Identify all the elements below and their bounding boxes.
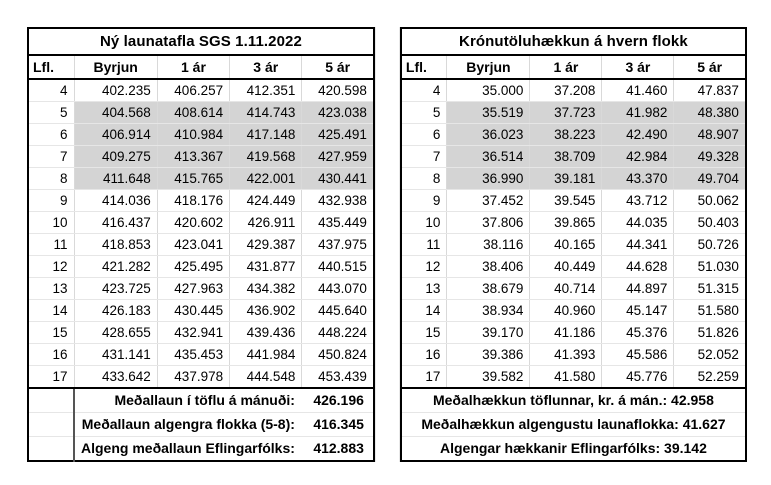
row-1ar: 415.765	[157, 168, 229, 190]
table-row	[401, 278, 746, 300]
row-5ar: 51.826	[674, 322, 746, 344]
row-lfl: 6	[401, 124, 447, 146]
row-3ar: 45.376	[602, 322, 674, 344]
spreadsheet-gap-column	[375, 27, 400, 462]
row-lfl: 17	[28, 366, 74, 389]
right-col-header-5ar: 5 ár	[674, 55, 746, 79]
row-1ar: 40.960	[530, 300, 602, 322]
table-row	[28, 102, 374, 124]
right-col-header-lfl: Lfl.	[401, 55, 447, 79]
table-row	[401, 366, 746, 389]
left-summary-label: Meðallaun í töflu á mánuði:	[74, 388, 302, 413]
row-5ar: 51.315	[674, 278, 746, 300]
row-byrjun: 39.582	[447, 366, 530, 389]
left-table-title: Ný launatafla SGS 1.11.2022	[28, 28, 374, 55]
row-5ar: 440.515	[302, 256, 374, 278]
row-1ar: 41.393	[530, 344, 602, 366]
row-3ar: 426.911	[230, 212, 302, 234]
row-5ar: 425.491	[302, 124, 374, 146]
table-row	[401, 300, 746, 322]
table-row	[28, 366, 374, 389]
right-summary-text: Meðalhækkun töflunnar, kr. á mán.: 42.958	[401, 388, 746, 413]
row-byrjun: 35.519	[447, 102, 530, 124]
table-row	[401, 124, 746, 146]
row-lfl: 13	[28, 278, 74, 300]
row-byrjun: 411.648	[74, 168, 157, 190]
row-byrjun: 402.235	[74, 79, 157, 102]
row-byrjun: 421.282	[74, 256, 157, 278]
row-5ar: 450.824	[302, 344, 374, 366]
right-summary-text: Algengar hækkanir Eflingarfólks: 39.142	[401, 437, 746, 462]
row-lfl: 5	[28, 102, 74, 124]
row-3ar: 441.984	[230, 344, 302, 366]
right-col-header-3ar: 3 ár	[602, 55, 674, 79]
row-byrjun: 38.679	[447, 278, 530, 300]
row-lfl: 13	[401, 278, 447, 300]
row-5ar: 48.380	[674, 102, 746, 124]
row-byrjun: 36.023	[447, 124, 530, 146]
row-lfl: 9	[28, 190, 74, 212]
row-3ar: 429.387	[230, 234, 302, 256]
row-1ar: 427.963	[157, 278, 229, 300]
row-5ar: 51.580	[674, 300, 746, 322]
right-col-header-1ar: 1 ár	[530, 55, 602, 79]
row-byrjun: 423.725	[74, 278, 157, 300]
row-byrjun: 409.275	[74, 146, 157, 168]
row-1ar: 41.580	[530, 366, 602, 389]
tables-container	[27, 27, 747, 462]
row-byrjun: 418.853	[74, 234, 157, 256]
row-5ar: 48.907	[674, 124, 746, 146]
row-3ar: 444.548	[230, 366, 302, 389]
left-summary-spacer	[28, 437, 74, 462]
row-5ar: 51.030	[674, 256, 746, 278]
table-row	[401, 190, 746, 212]
row-5ar: 427.959	[302, 146, 374, 168]
table-row	[401, 102, 746, 124]
row-3ar: 41.460	[602, 79, 674, 102]
row-byrjun: 37.452	[447, 190, 530, 212]
left-summary-value: 416.345	[302, 413, 374, 437]
row-lfl: 15	[401, 322, 447, 344]
row-1ar: 413.367	[157, 146, 229, 168]
table-row	[401, 234, 746, 256]
row-3ar: 43.712	[602, 190, 674, 212]
right-table-title: Krónutöluhækkun á hvern flokk	[401, 28, 746, 55]
row-1ar: 39.865	[530, 212, 602, 234]
row-1ar: 408.614	[157, 102, 229, 124]
row-3ar: 436.902	[230, 300, 302, 322]
row-5ar: 49.328	[674, 146, 746, 168]
row-5ar: 448.224	[302, 322, 374, 344]
row-1ar: 406.257	[157, 79, 229, 102]
salary-table-right	[400, 27, 747, 462]
row-lfl: 14	[401, 300, 447, 322]
row-3ar: 424.449	[230, 190, 302, 212]
table-row	[28, 344, 374, 366]
row-3ar: 431.877	[230, 256, 302, 278]
row-lfl: 8	[28, 168, 74, 190]
row-3ar: 45.586	[602, 344, 674, 366]
row-byrjun: 36.514	[447, 146, 530, 168]
row-1ar: 39.181	[530, 168, 602, 190]
row-lfl: 7	[401, 146, 447, 168]
table-row	[401, 256, 746, 278]
row-lfl: 11	[28, 234, 74, 256]
row-byrjun: 431.141	[74, 344, 157, 366]
row-5ar: 52.259	[674, 366, 746, 389]
row-lfl: 8	[401, 168, 447, 190]
row-3ar: 41.982	[602, 102, 674, 124]
left-summary-label: Algeng meðallaun Eflingarfólks:	[74, 437, 302, 462]
left-summary-spacer	[28, 388, 74, 413]
table-row	[28, 212, 374, 234]
table-row	[28, 300, 374, 322]
left-summary-row	[28, 388, 374, 413]
right-summary-text: Meðalhækkun algengustu launaflokka: 41.627	[401, 413, 746, 437]
row-5ar: 50.403	[674, 212, 746, 234]
left-col-header-byrjun: Byrjun	[74, 55, 157, 79]
row-1ar: 420.602	[157, 212, 229, 234]
row-byrjun: 35.000	[447, 79, 530, 102]
row-lfl: 5	[401, 102, 447, 124]
row-1ar: 41.186	[530, 322, 602, 344]
right-table-title-row	[401, 28, 746, 55]
row-lfl: 11	[401, 234, 447, 256]
table-row	[28, 124, 374, 146]
table-row	[28, 322, 374, 344]
left-summary-spacer	[28, 413, 74, 437]
row-3ar: 414.743	[230, 102, 302, 124]
table-row	[28, 256, 374, 278]
row-5ar: 432.938	[302, 190, 374, 212]
row-5ar: 420.598	[302, 79, 374, 102]
row-5ar: 453.439	[302, 366, 374, 389]
row-lfl: 7	[28, 146, 74, 168]
right-summary-row	[401, 437, 746, 462]
row-1ar: 39.545	[530, 190, 602, 212]
row-byrjun: 38.934	[447, 300, 530, 322]
row-byrjun: 426.183	[74, 300, 157, 322]
row-1ar: 38.709	[530, 146, 602, 168]
row-1ar: 37.723	[530, 102, 602, 124]
left-summary-value: 426.196	[302, 388, 374, 413]
row-1ar: 435.453	[157, 344, 229, 366]
row-3ar: 434.382	[230, 278, 302, 300]
table-row	[28, 146, 374, 168]
row-1ar: 423.041	[157, 234, 229, 256]
left-summary-value: 412.883	[302, 437, 374, 462]
row-3ar: 42.490	[602, 124, 674, 146]
right-table-header-row	[401, 55, 746, 79]
row-5ar: 445.640	[302, 300, 374, 322]
row-3ar: 439.436	[230, 322, 302, 344]
row-3ar: 45.147	[602, 300, 674, 322]
left-col-header-lfl: Lfl.	[28, 55, 74, 79]
row-lfl: 12	[401, 256, 447, 278]
row-byrjun: 404.568	[74, 102, 157, 124]
row-1ar: 40.714	[530, 278, 602, 300]
row-1ar: 37.208	[530, 79, 602, 102]
table-row	[28, 234, 374, 256]
row-1ar: 430.445	[157, 300, 229, 322]
row-1ar: 40.165	[530, 234, 602, 256]
row-3ar: 43.370	[602, 168, 674, 190]
table-row	[28, 79, 374, 102]
row-5ar: 49.704	[674, 168, 746, 190]
row-lfl: 10	[401, 212, 447, 234]
row-1ar: 418.176	[157, 190, 229, 212]
left-col-header-3ar: 3 ár	[230, 55, 302, 79]
table-row	[28, 278, 374, 300]
table-row	[401, 344, 746, 366]
table-row	[401, 212, 746, 234]
row-lfl: 16	[401, 344, 447, 366]
row-5ar: 52.052	[674, 344, 746, 366]
left-summary-row	[28, 437, 374, 462]
row-byrjun: 37.806	[447, 212, 530, 234]
left-col-header-5ar: 5 ár	[302, 55, 374, 79]
salary-table-left	[27, 27, 375, 462]
row-5ar: 437.975	[302, 234, 374, 256]
row-lfl: 16	[28, 344, 74, 366]
row-lfl: 6	[28, 124, 74, 146]
left-table-body	[28, 28, 374, 461]
table-row	[401, 322, 746, 344]
table-row	[401, 146, 746, 168]
row-5ar: 50.726	[674, 234, 746, 256]
right-summary-row	[401, 413, 746, 437]
left-summary-label: Meðallaun algengra flokka (5-8):	[74, 413, 302, 437]
row-3ar: 417.148	[230, 124, 302, 146]
row-byrjun: 38.406	[447, 256, 530, 278]
row-5ar: 430.441	[302, 168, 374, 190]
row-lfl: 4	[401, 79, 447, 102]
row-byrjun: 406.914	[74, 124, 157, 146]
row-lfl: 10	[28, 212, 74, 234]
right-col-header-byrjun: Byrjun	[447, 55, 530, 79]
row-5ar: 50.062	[674, 190, 746, 212]
row-lfl: 14	[28, 300, 74, 322]
row-3ar: 42.984	[602, 146, 674, 168]
table-row	[401, 79, 746, 102]
row-lfl: 15	[28, 322, 74, 344]
row-lfl: 12	[28, 256, 74, 278]
left-table-title-row	[28, 28, 374, 55]
row-lfl: 4	[28, 79, 74, 102]
row-1ar: 410.984	[157, 124, 229, 146]
row-5ar: 435.449	[302, 212, 374, 234]
row-byrjun: 416.437	[74, 212, 157, 234]
row-byrjun: 39.170	[447, 322, 530, 344]
left-summary-row	[28, 413, 374, 437]
right-table-body	[401, 28, 746, 461]
row-1ar: 437.978	[157, 366, 229, 389]
row-lfl: 17	[401, 366, 447, 389]
row-1ar: 40.449	[530, 256, 602, 278]
row-3ar: 45.776	[602, 366, 674, 389]
row-byrjun: 433.642	[74, 366, 157, 389]
row-byrjun: 38.116	[447, 234, 530, 256]
row-lfl: 9	[401, 190, 447, 212]
row-byrjun: 39.386	[447, 344, 530, 366]
row-1ar: 425.495	[157, 256, 229, 278]
row-byrjun: 414.036	[74, 190, 157, 212]
left-table-header-row	[28, 55, 374, 79]
row-3ar: 44.628	[602, 256, 674, 278]
table-row	[28, 168, 374, 190]
left-col-header-1ar: 1 ár	[157, 55, 229, 79]
row-3ar: 44.341	[602, 234, 674, 256]
row-3ar: 44.035	[602, 212, 674, 234]
right-summary-row	[401, 388, 746, 413]
row-5ar: 423.038	[302, 102, 374, 124]
row-1ar: 432.941	[157, 322, 229, 344]
row-3ar: 44.897	[602, 278, 674, 300]
row-3ar: 422.001	[230, 168, 302, 190]
table-row	[28, 190, 374, 212]
row-5ar: 47.837	[674, 79, 746, 102]
row-5ar: 443.070	[302, 278, 374, 300]
table-row	[401, 168, 746, 190]
row-3ar: 412.351	[230, 79, 302, 102]
row-1ar: 38.223	[530, 124, 602, 146]
row-byrjun: 428.655	[74, 322, 157, 344]
row-3ar: 419.568	[230, 146, 302, 168]
row-byrjun: 36.990	[447, 168, 530, 190]
